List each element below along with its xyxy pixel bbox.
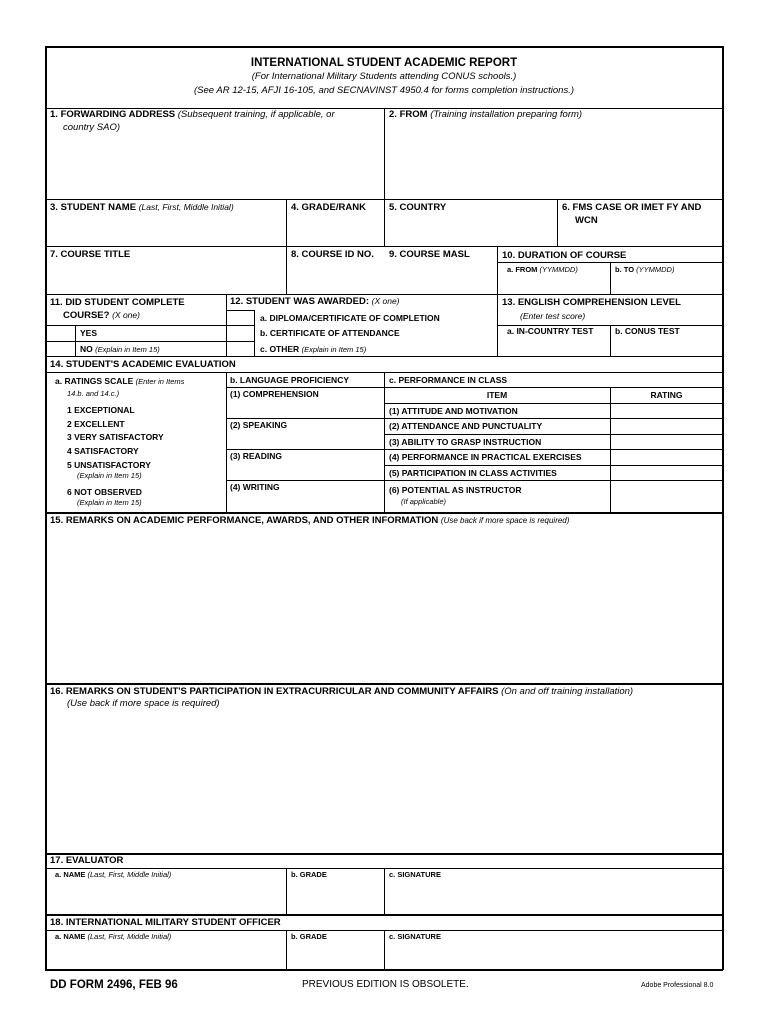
perf-item: (4) PERFORMANCE IN PRACTICAL EXERCISES [389,452,582,462]
other-award-checkbox[interactable] [227,342,253,355]
perf-item-hint: (If applicable) [401,497,447,506]
item-13a-label: a. IN-COUNTRY TEST [507,326,594,336]
form-reference: (See AR 12-15, AFJI 16-105, and SECNAVINST 4950.4 for forms completion instructions.) [194,85,574,96]
conus-test-field[interactable] [612,338,721,355]
lang-reading-label: (3) READING [230,451,282,461]
speaking-rating-field[interactable] [228,432,383,448]
student-name-field[interactable] [47,215,285,245]
writing-rating-field[interactable] [228,494,383,511]
country-field[interactable] [386,215,556,245]
reading-rating-field[interactable] [228,463,383,479]
item-3-label: 3. STUDENT NAME (Last, First, Middle Initial) [50,202,234,213]
ratings-scale-label: a. RATINGS SCALE (Enter in Items [55,376,185,386]
item-13-label: 13. ENGLISH COMPREHENSION LEVEL [502,297,681,308]
completed-no-checkbox[interactable] [47,342,74,355]
from-field[interactable] [386,122,721,198]
course-from-date-field[interactable] [499,276,609,293]
course-title-field[interactable] [47,262,285,293]
evaluator-grade-field[interactable] [288,881,383,913]
forwarding-address-field[interactable] [47,136,383,198]
attendance-checkbox[interactable] [227,327,253,340]
diploma-checkbox[interactable] [227,311,253,324]
rating-option: 1 EXCEPTIONAL [67,405,135,415]
item-1-hint: country SAO) [63,122,121,133]
lang-writing-label: (4) WRITING [230,482,280,492]
imso-grade-field[interactable] [288,943,383,968]
completed-yes-label: YES [80,328,98,338]
item-10a-label: a. FROM (YYMMDD) [507,265,578,274]
item-6-label: 6. FMS CASE OR IMET FY AND [562,202,702,213]
item-10-label: 10. DURATION OF COURSE [502,250,627,261]
diploma-label: a. DIPLOMA/CERTIFICATE OF COMPLETION [260,313,440,323]
imso-signature-field[interactable] [386,943,721,968]
perf-rating-field[interactable] [612,435,721,448]
evaluator-name-field[interactable] [47,881,285,913]
evaluator-signature-field[interactable] [386,881,721,913]
item-14-label: 14. STUDENT'S ACADEMIC EVALUATION [50,359,236,370]
item-15-label: 15. REMARKS ON ACADEMIC PERFORMANCE, AWARDS, AND OTHER INFORMATION (Use back if more space is required) [50,515,570,526]
rating-option: 3 VERY SATISFACTORY [67,432,164,442]
item-8-label: 8. COURSE ID NO. [291,249,374,260]
evaluator-name-label: a. NAME (Last, First, Middle Initial) [55,870,172,879]
imso-name-field[interactable] [47,943,285,968]
comprehension-rating-field[interactable] [228,401,383,417]
perf-rating-field[interactable] [612,419,721,433]
item-13b-label: b. CONUS TEST [615,326,680,336]
imso-grade-label: b. GRADE [291,932,327,941]
item-12-label: 12. STUDENT WAS AWARDED: (X one) [230,296,400,307]
software-note: Adobe Professional 8.0 [641,982,714,989]
rating-column-header: RATING [650,390,683,400]
item-7-label: 7. COURSE TITLE [50,249,131,260]
rating-option-hint: (Explain in Item 15) [77,498,142,507]
perf-item: (6) POTENTIAL AS INSTRUCTOR [389,485,522,495]
obsolete-notice: PREVIOUS EDITION IS OBSOLETE. [302,979,469,990]
item-13-hint: (Enter test score) [520,311,586,321]
grade-rank-field[interactable] [288,215,383,245]
perf-rating-field[interactable] [612,481,721,511]
item-10b-label: b. TO (YYMMDD) [615,265,675,274]
evaluator-grade-label: b. GRADE [291,870,327,879]
academic-remarks-field[interactable] [47,529,721,682]
imso-signature-label: c. SIGNATURE [389,932,441,941]
item-5-label: 5. COUNTRY [389,202,447,213]
item-9-label: 9. COURSE MASL [389,249,470,260]
page-title: INTERNATIONAL STUDENT ACADEMIC REPORT [250,57,518,69]
in-country-test-field[interactable] [499,338,609,355]
perf-rating-field[interactable] [612,404,721,417]
course-to-date-field[interactable] [612,276,721,293]
language-proficiency-label: b. LANGUAGE PROFICIENCY [230,375,350,385]
item-11-label-cont: COURSE? (X one) [63,310,140,321]
perf-item: (5) PARTICIPATION IN CLASS ACTIVITIES [389,468,557,478]
item-4-label: 4. GRADE/RANK [291,202,366,213]
other-award-label: c. OTHER (Explain in Item 15) [260,344,367,354]
rating-option: 6 NOT OBSERVED [67,487,142,497]
attendance-label: b. CERTIFICATE OF ATTENDANCE [260,328,400,338]
lang-comprehension-label: (1) COMPREHENSION [230,389,319,399]
rating-option-hint: (Explain in Item 15) [77,471,142,480]
rating-option: 2 EXCELLENT [67,419,125,429]
form-subtitle: (For International Military Students attending CONUS schools.) [251,71,517,82]
lang-speaking-label: (2) SPEAKING [230,420,288,430]
course-masl-field[interactable] [386,262,496,293]
item-11-label: 11. DID STUDENT COMPLETE [50,297,185,308]
performance-in-class-label: c. PERFORMANCE IN CLASS [389,375,508,385]
item-18-label: 18. INTERNATIONAL MILITARY STUDENT OFFICER [50,917,281,928]
item-6-label-cont: WCN [575,215,598,226]
item-2-label: 2. FROM (Training installation preparing form) [389,109,583,120]
perf-rating-field[interactable] [612,450,721,464]
completed-yes-checkbox[interactable] [47,327,74,340]
item-column-header: ITEM [486,390,508,400]
evaluator-signature-label: c. SIGNATURE [389,870,441,879]
course-id-field[interactable] [288,262,383,293]
perf-rating-field[interactable] [612,466,721,479]
item-16-label: 16. REMARKS ON STUDENT'S PARTICIPATION IN EXTRACURRICULAR AND COMMUNITY AFFAIRS (On and off training installation) [50,686,634,697]
form-id: DD FORM 2496, FEB 96 [50,979,178,991]
rating-option: 4 SATISFACTORY [67,446,139,456]
imso-name-label: a. NAME (Last, First, Middle Initial) [55,932,172,941]
ratings-scale-hint: 14.b. and 14.c.) [67,389,120,398]
item-1-label: 1. FORWARDING ADDRESS (Subsequent training, if applicable, or [50,109,335,120]
perf-item: (2) ATTENDANCE AND PUNCTUALITY [389,421,543,431]
item-17-label: 17. EVALUATOR [50,855,124,866]
perf-item: (1) ATTITUDE AND MOTIVATION [389,406,518,416]
item-16-hint: (Use back if more space is required) [67,698,220,709]
completed-no-label: NO (Explain in Item 15) [80,344,160,354]
extracurricular-remarks-field[interactable] [47,712,721,852]
rating-option: 5 UNSATISFACTORY [67,460,151,470]
perf-item: (3) ABILITY TO GRASP INSTRUCTION [389,437,542,447]
fms-case-field[interactable] [559,228,721,245]
